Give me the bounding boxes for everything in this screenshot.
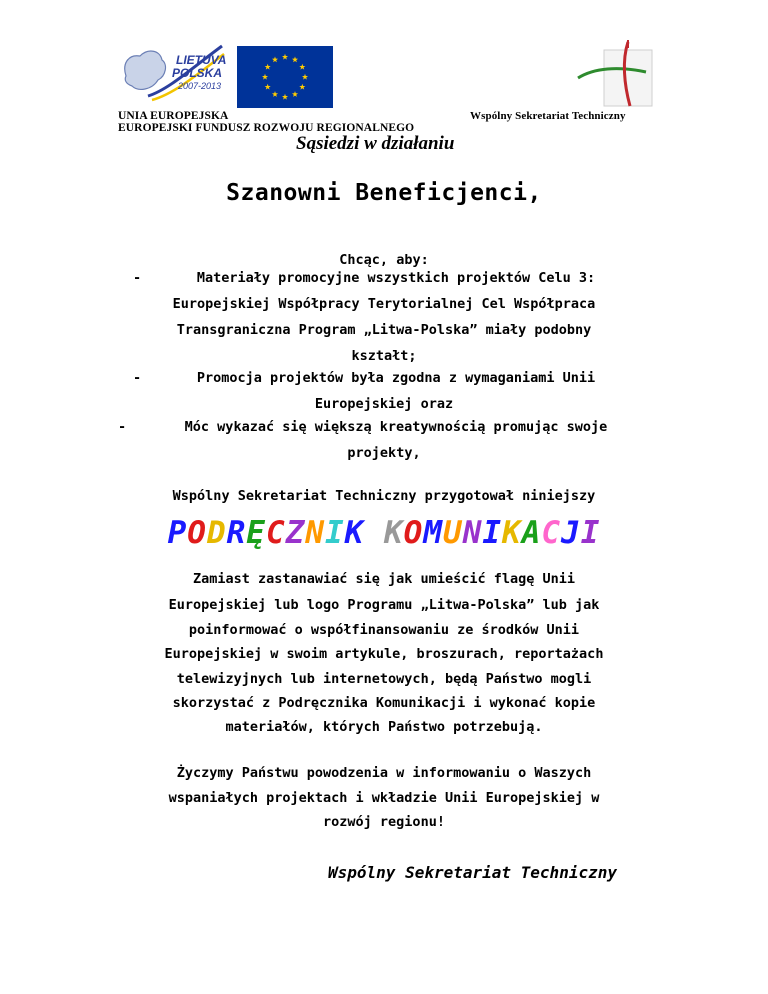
para1-line-5: telewizyjnych lub internetowych, będą Państwo mogli [176,671,592,687]
bullet-2-line-2: Europejskiej oraz [314,396,454,412]
svg-text:POLSKA: POLSKA [172,66,223,80]
header-erdf-label: EUROPEJSKI FUNDUSZ ROZWOJU REGIONALNEGO [118,122,415,134]
intro-line: Chcąc, aby: [339,252,429,268]
manual-title-letter: P [167,515,188,551]
para1-line-7: materiałów, których Państwo potrzebują. [225,719,543,735]
manual-title-colorful [0,515,768,551]
manual-title-letter: N [305,515,325,551]
manual-title-letter: I [482,515,503,551]
manual-title-letter: K [344,515,365,551]
manual-title-letter: Ę [246,515,266,551]
manual-title-letter: R [226,515,247,551]
manual-title-letter: M [423,515,444,551]
lietuva-polska-logo [118,38,230,106]
eu-flag [237,46,333,108]
bullet-1-line-3: Transgraniczna Program „Litwa-Polska” miały podobny [176,322,592,338]
para2-line-2: wspaniałych projektach i wkładzie Unii Europejskiej w [168,790,600,806]
bullet-dash-2: - [133,370,142,386]
prepared-line: Wspólny Sekretariat Techniczny przygotował niniejszy [172,488,596,504]
manual-title-letter: D [206,515,227,551]
para2-line-1: Życzymy Państwu powodzenia w informowaniu o Waszych [176,765,592,781]
motto: Sąsiedzi w działaniu [296,133,455,154]
manual-title-letter: K [502,515,522,551]
bullet-1-line-2: Europejskiej Współpracy Terytorialnej Cel Współpraca [172,296,596,312]
bullet-2-line-1: Promocja projektów była zgodna z wymaganiami Unii [196,370,596,386]
manual-title-letter: I [580,515,601,551]
header-jts-label: Wspólny Sekretariat Techniczny [470,110,626,122]
page-title: Szanowni Beneficjenci, [226,180,542,206]
manual-title-letter: J [561,515,581,551]
manual-title-letter: C [541,515,562,551]
header-eu-label: UNIA EUROPEJSKA [118,110,229,122]
para1-line-4: Europejskiej w swoim artykule, broszurach, reportażach [164,646,604,662]
wst-logo [574,38,658,110]
manual-title-letter: U [443,515,463,551]
signature: Wspólny Sekretariat Techniczny [328,863,617,882]
para2-line-3: rozwój regionu! [323,814,445,830]
manual-title-letter: N [462,515,483,551]
manual-title-letter: K [384,515,404,551]
para1-line-6: skorzystać z Podręcznika Komunikacji i wykonać kopie [172,695,596,711]
manual-title-letter: O [187,515,207,551]
svg-text:LIETUVA: LIETUVA [176,53,227,67]
para1-line-1: Zamiast zastanawiać się jak umieścić flagę Unii [192,571,575,587]
para1-line-2: Europejskiej lub logo Programu „Litwa-Polska” lub jak [168,597,600,613]
bullet-dash-1: - [133,270,142,286]
manual-title-letter: I [324,515,345,551]
para1-line-3: poinformować o współfinansowaniu ze środków Unii [188,622,580,638]
manual-title-letter: C [265,515,286,551]
bullet-dash-3: - [118,419,127,435]
manual-title-letter: Z [285,515,306,551]
manual-title-letter: O [403,515,424,551]
bullet-3-line-2: projekty, [347,445,421,461]
svg-text:2007-2013: 2007-2013 [178,81,222,91]
bullet-1-line-4: kształt; [351,348,417,364]
manual-title-letter [364,515,384,551]
manual-title-letter: A [521,515,542,551]
bullet-1-line-1: Materiały promocyjne wszystkich projektów Celu 3: [196,270,596,286]
bullet-3-line-1: Móc wykazać się większą kreatywnością promując swoje [184,419,608,435]
